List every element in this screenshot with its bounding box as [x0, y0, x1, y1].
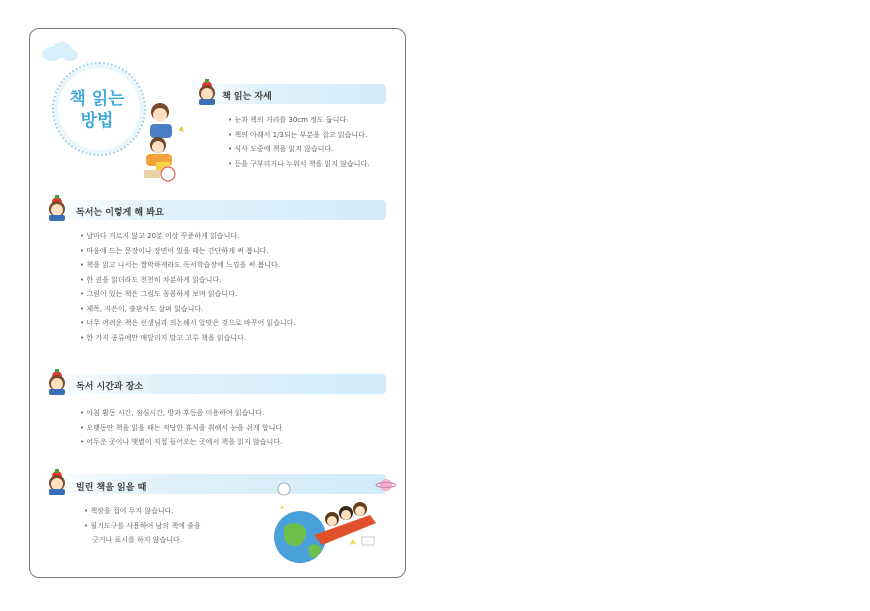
section-heading-time-place: 독서 시간과 장소 [76, 382, 144, 392]
list-item: • 어두운 곳이나 햇볕이 직접 들어오는 곳에서 책을 읽지 않습니다. [80, 435, 282, 450]
list-item: • 등을 구부리거나 누워서 책을 읽지 않습니다. [228, 157, 369, 172]
kids-on-globe-illustration [270, 475, 400, 565]
list-time-place [80, 406, 282, 450]
list-item: • 책을 읽고 나서는 짤막하게라도 독서학습장에 느낌을 써 봅니다. [80, 258, 296, 273]
page-title-line2: 방법 [80, 111, 114, 131]
list-item: • 마음에 드는 문장이나 장면이 있을 때는 간단하게 써 봅니다. [80, 244, 296, 259]
list-item: • 오랫동안 책을 읽을 때는 적당한 휴식을 취해서 눈을 쉬게 합니다 [80, 421, 282, 436]
list-item: • 한 가지 종류에만 매달리지 말고 고루 책을 읽습니다. [80, 331, 296, 346]
section-heading-method: 독서는 이렇게 해 봐요 [76, 208, 164, 218]
list-borrowed [84, 504, 201, 533]
page-title-line1: 책 읽는 [69, 89, 125, 109]
list-item-continuation: 긋거나 표시를 하지 않습니다. [92, 536, 183, 544]
list-method [80, 229, 296, 345]
section-heading-borrowed: 빌린 책을 읽을 때 [76, 483, 147, 493]
list-item: • 책장을 접어 두지 않습니다. [84, 504, 201, 519]
list-item: • 눈과 책의 거리를 30cm 정도 둡니다. [228, 113, 369, 128]
mascot-icon [44, 194, 70, 222]
mascot-icon [44, 368, 70, 396]
page-title [64, 88, 130, 132]
mascot-icon [44, 468, 70, 496]
list-item: • 한 권을 읽더라도 천천히 차분하게 읽습니다. [80, 273, 296, 288]
section-heading-posture: 책 읽는 자세 [222, 92, 272, 102]
list-item: • 식사 도중에 책을 읽지 않습니다. [228, 142, 369, 157]
list-posture [228, 113, 369, 171]
list-item: • 제목, 지은이, 출판사도 살펴 읽습니다. [80, 302, 296, 317]
list-item: • 아침 활동 시간, 점심시간, 방과 후등을 이용하여 읽습니다. [80, 406, 282, 421]
list-item: • 너무 어려운 책은 선생님과 의논해서 알맞은 것으로 바꾸어 읽습니다. [80, 316, 296, 331]
list-item: • 필기도구를 사용하여 남의 책에 줄을 [84, 519, 201, 534]
children-reading-illustration [138, 100, 188, 186]
list-item: • 책의 아래서 1/3되는 부분을 잡고 읽습니다. [228, 128, 369, 143]
list-item: • 그림이 있는 책은 그림도 꼼꼼하게 보며 읽습니다. [80, 287, 296, 302]
cloud-icon [40, 40, 80, 62]
mascot-icon [194, 78, 220, 106]
list-item: • 날마다 거르지 않고 20분 이상 꾸준하게 읽습니다. [80, 229, 296, 244]
